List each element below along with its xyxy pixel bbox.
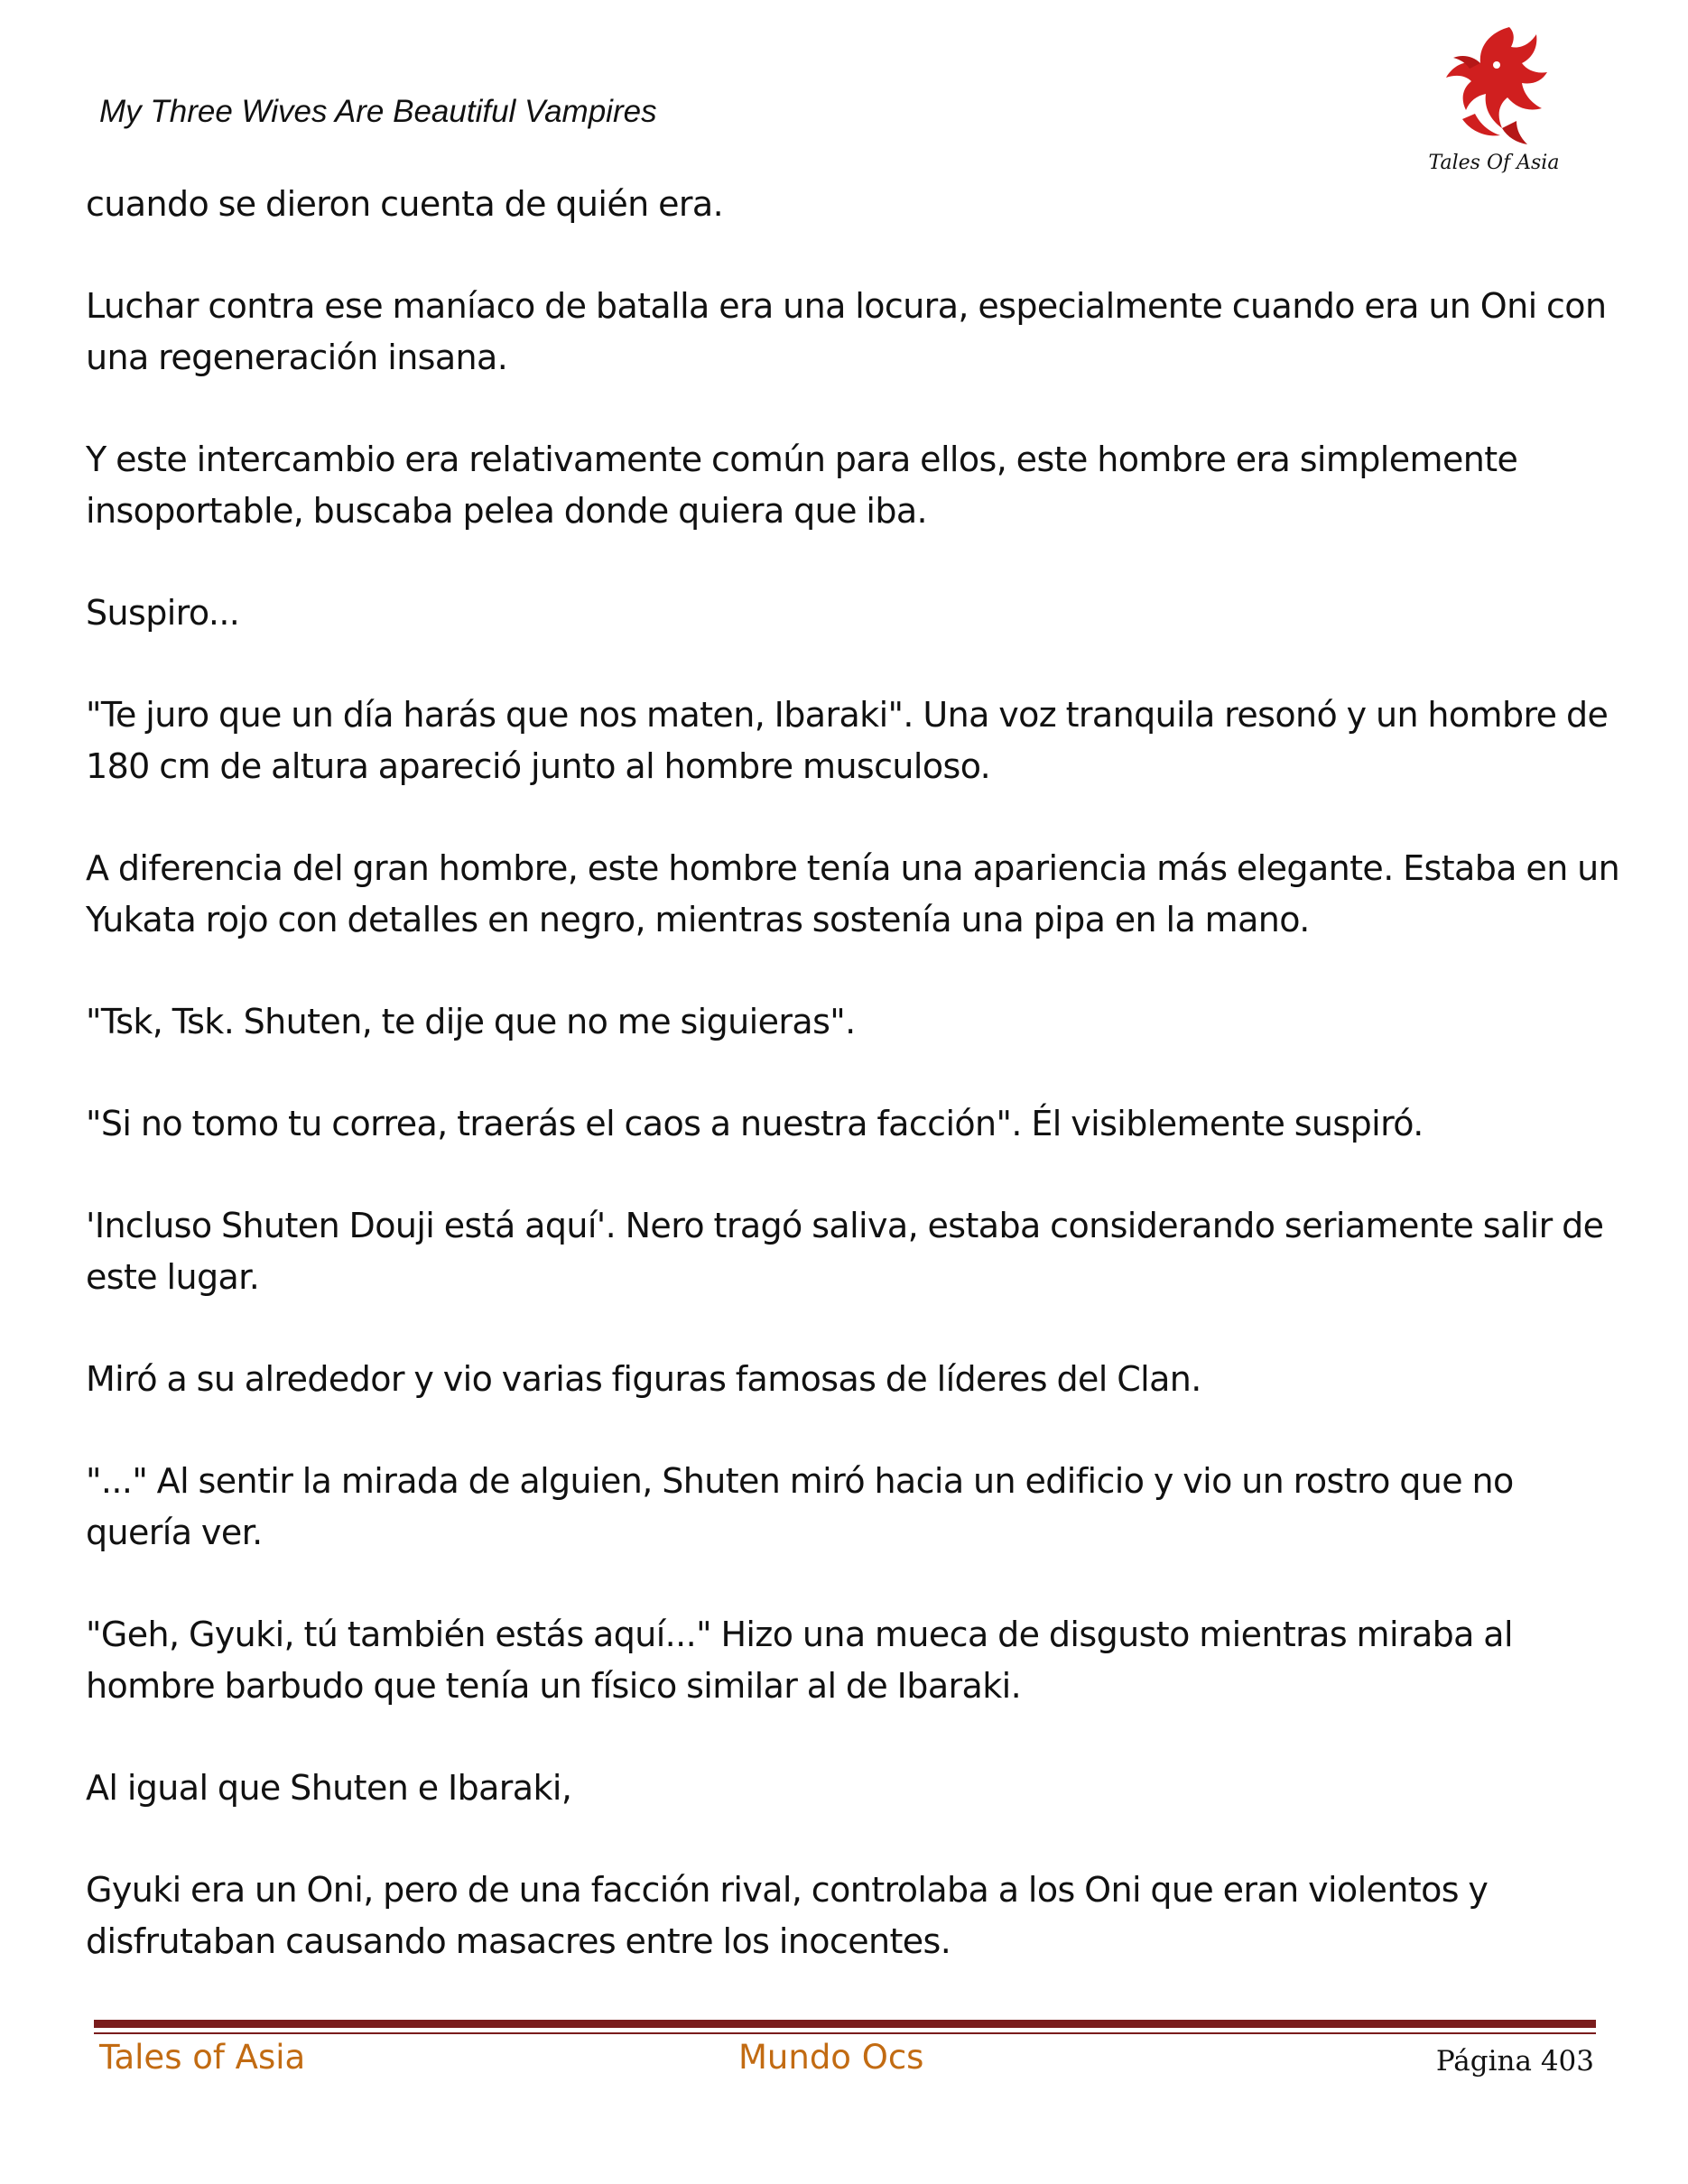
dragon-icon <box>1426 20 1562 155</box>
paragraph: Gyuki era un Oni, pero de una facción rival, controlaba a los Oni que eran violentos y disfrutaban causando masacres entre los inocentes. <box>86 1870 1489 1961</box>
chapter-body <box>86 179 1620 2018</box>
footer-divider-thick <box>94 2020 1596 2028</box>
tales-of-asia-logo <box>1426 20 1562 182</box>
page-number: Página 403 <box>1435 2045 1594 2078</box>
footer-section: Mundo Ocs <box>738 2038 924 2077</box>
footer-divider-thin <box>94 2032 1596 2034</box>
paragraph: "Si no tomo tu correa, traerás el caos a nuestra facción". Él visiblemente suspiró. <box>86 1104 1424 1143</box>
paragraph: "Tsk, Tsk. Shuten, te dije que no me siguieras". <box>86 1002 856 1041</box>
footer-publisher: Tales of Asia <box>99 2038 306 2077</box>
logo-caption: Tales Of Asia <box>1428 152 1560 174</box>
paragraph: 'Incluso Shuten Douji está aquí'. Nero tragó saliva, estaba considerando seriamente salir de este lugar. <box>86 1206 1604 1297</box>
paragraph: A diferencia del gran hombre, este hombre tenía una apariencia más elegante. Estaba en un Yukata rojo con detalles en negro, mientras sostenía una pipa en la mano. <box>86 848 1620 939</box>
paragraph: Suspiro... <box>86 593 240 633</box>
paragraph: "Te juro que un día harás que nos maten, Ibaraki". Una voz tranquila resonó y un hombre de 180 cm de altura apareció junto al hombre musculoso. <box>86 695 1609 786</box>
paragraph: "Geh, Gyuki, tú también estás aquí..." Hizo una mueca de disgusto mientras miraba al hombre barbudo que tenía un físico similar al de Ibaraki. <box>86 1615 1513 1706</box>
paragraph: Miró a su alrededor y vio varias figuras famosas de líderes del Clan. <box>86 1359 1201 1399</box>
paragraph: cuando se dieron cuenta de quién era. <box>86 184 724 224</box>
paragraph: Luchar contra ese maníaco de batalla era una locura, especialmente cuando era un Oni con una regeneración insana. <box>86 286 1607 377</box>
paragraph: "..." Al sentir la mirada de alguien, Shuten miró hacia un edificio y vio un rostro que no quería ver. <box>86 1461 1514 1552</box>
paragraph: Al igual que Shuten e Ibaraki, <box>86 1768 572 1808</box>
paragraph: Y este intercambio era relativamente común para ellos, este hombre era simplemente insoportable, buscaba pelea donde quiera que iba. <box>86 440 1518 531</box>
book-title: My Three Wives Are Beautiful Vampires <box>99 94 657 129</box>
